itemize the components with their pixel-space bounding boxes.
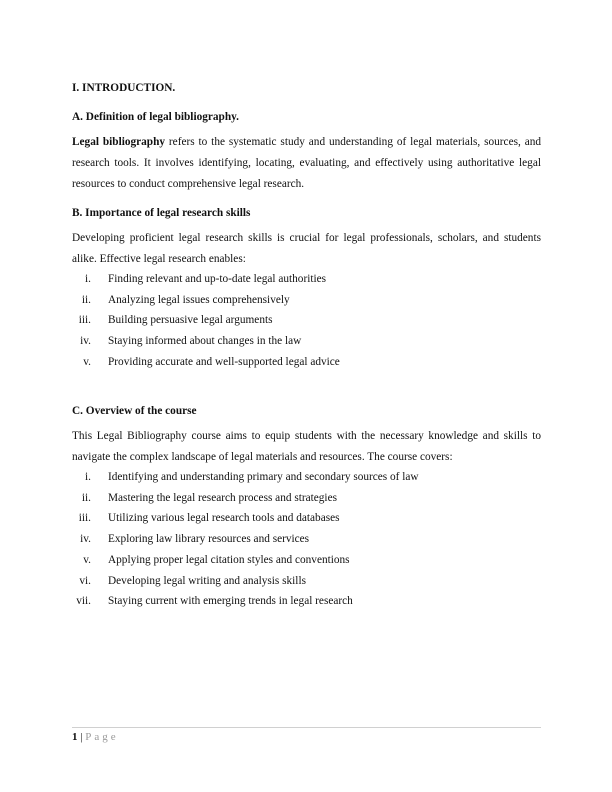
list-item-number: ii. bbox=[81, 293, 91, 306]
list-item-number: iii. bbox=[78, 512, 91, 525]
list-item-number: vi. bbox=[79, 574, 91, 587]
list-item-number: iv. bbox=[80, 335, 91, 348]
list-item-number: iii. bbox=[78, 314, 91, 327]
list-item bbox=[72, 467, 541, 488]
list-item-number: ii. bbox=[81, 491, 91, 504]
list-item-text: Utilizing various legal research tools and databases bbox=[108, 512, 340, 525]
list-item bbox=[72, 550, 541, 571]
list-item-text: Staying current with emerging trends in legal research bbox=[108, 595, 353, 608]
list-item bbox=[72, 310, 541, 331]
list-item-number: vii. bbox=[76, 595, 91, 608]
list-item-text: Building persuasive legal arguments bbox=[108, 314, 273, 327]
paragraph-text: refers to the systematic study and understanding of legal materials, sources, and research tools. It involves identifying, locating, evaluating, and effectively using authoritative legal resources to conduct comprehensive legal research. bbox=[72, 136, 542, 190]
list-item bbox=[72, 508, 541, 529]
list-item-text: Finding relevant and up-to-date legal authorities bbox=[108, 273, 327, 285]
list-item-text: Mastering the legal research process and strategies bbox=[108, 491, 337, 504]
list-item bbox=[72, 591, 541, 612]
section-a-paragraph bbox=[72, 132, 541, 195]
page-label: Page bbox=[85, 731, 119, 743]
list-item bbox=[72, 331, 541, 352]
list-item-text: Staying informed about changes in the law bbox=[108, 335, 302, 348]
footer-separator: | bbox=[77, 731, 86, 743]
bold-term: Legal bibliography bbox=[72, 136, 166, 148]
list-item-text: Developing legal writing and analysis skills bbox=[108, 574, 306, 587]
list-item-number: i. bbox=[85, 471, 91, 483]
list-item bbox=[72, 529, 541, 550]
footer-divider bbox=[72, 727, 541, 728]
section-b-heading: B. Importance of legal research skills bbox=[72, 207, 251, 219]
section-c-paragraph: This Legal Bibliography course aims to equip students with the necessary knowledge and skills to navigate the complex landscape of legal materials and resources. The course covers: bbox=[72, 430, 541, 463]
list-item bbox=[72, 352, 541, 373]
section-a-heading: A. Definition of legal bibliography. bbox=[72, 111, 239, 123]
page-number: 1 bbox=[72, 731, 78, 743]
document-title: I. INTRODUCTION. bbox=[72, 82, 176, 94]
list-item bbox=[72, 269, 541, 290]
list-item-number: i. bbox=[85, 273, 91, 285]
list-item-text: Providing accurate and well-supported legal advice bbox=[108, 355, 340, 368]
list-item-text: Exploring law library resources and services bbox=[108, 533, 310, 546]
list-item-number: v. bbox=[83, 355, 91, 368]
list-item-number: v. bbox=[83, 553, 91, 566]
list-item-number: iv. bbox=[80, 533, 91, 546]
list-item-text: Identifying and understanding primary and secondary sources of law bbox=[108, 471, 419, 483]
list-item bbox=[72, 488, 541, 509]
page-footer bbox=[72, 730, 119, 744]
list-item-text: Applying proper legal citation styles and conventions bbox=[108, 553, 350, 566]
list-item bbox=[72, 571, 541, 592]
section-c-heading: C. Overview of the course bbox=[72, 405, 197, 417]
list-item-text: Analyzing legal issues comprehensively bbox=[108, 293, 290, 306]
list-item bbox=[72, 290, 541, 311]
section-b-paragraph: Developing proficient legal research skills is crucial for legal professionals, scholars, and students alike. Effective legal research enables: bbox=[72, 232, 541, 265]
